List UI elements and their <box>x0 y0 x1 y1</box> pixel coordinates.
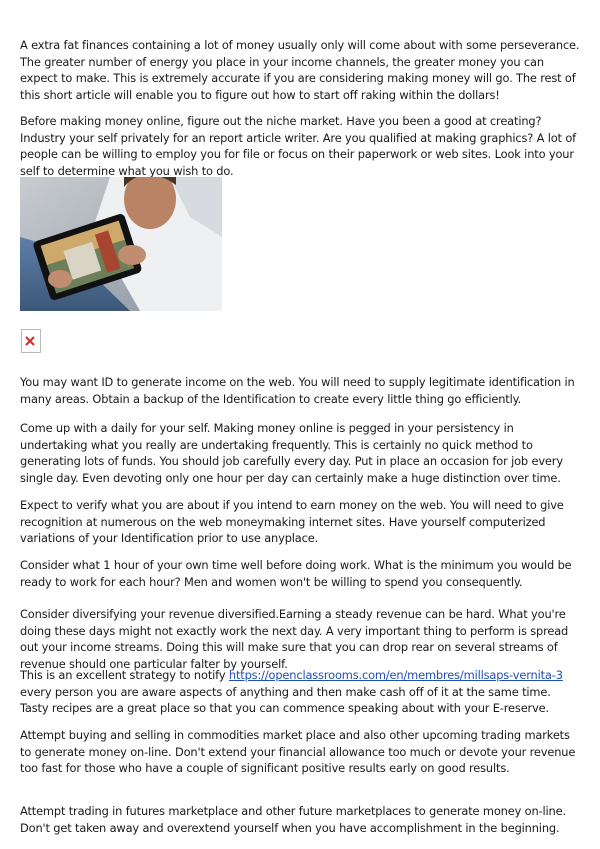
paragraph-intro: A extra fat finances containing a lot of money usually only will come about with some perseverance. The greater number of energy you place in your income channels, the greater money you can expect to make. This is extremely accurate if you are considering making money will go. The rest of this short article will enable you to figure out how to start off raking within the dollars! <box>20 38 580 102</box>
man-with-tablet-photo <box>20 177 222 311</box>
openclassrooms-link[interactable]: https://openclassrooms.com/en/membres/millsaps-vernita-3 <box>228 668 563 682</box>
paragraph-diversify: Consider diversifying your revenue diversified.Earning a steady revenue can be hard. What you're doing these days might not exactly work the next day. A very important thing to perform is spread out your income streams. Doing this will make sure that you can drop rear on several streams of revenue should one particular falter by yourself. <box>20 607 569 671</box>
paragraph-hour: Consider what 1 hour of your own time well before doing work. What is the minimum you would be ready to work for each hour? Men and women won't be willing to spend you consequently. <box>20 558 572 589</box>
broken-image-placeholder <box>21 329 41 353</box>
paragraph-commodities: Attempt buying and selling in commodities market place and also other upcoming trading markets to generate money on-line. Don't extend your financial allowance too much or devote your revenue too fast for those who have a couple of significant positive results early on good results. <box>20 728 576 775</box>
paragraph-verify: Expect to verify what you are about if you intend to earn money on the web. You will need to give recognition at numerous on the web moneymaking internet sites. Have yourself computerized variations of your Identification prior to use anyplace. <box>20 498 564 545</box>
link-paragraph-tail: every person you are aware aspects of anything and then make cash off of it at the same time. Tasty recipes are a great place so that you can commence speaking about with your E-reserve. <box>20 684 551 715</box>
photo-illustration <box>20 177 222 311</box>
link-paragraph-lead: This is an excellent strategy to notify <box>20 668 229 682</box>
paragraph-daily: Come up with a daily for your self. Making money online is pegged in your persistency in undertaking what you really are undertaking frequently. This is certainly no quick method to generating lots of funds. You should job carefully every day. Put in place an occasion for job every single day. Even devoting only one hour per day can certainly make a huge distinction over time. <box>20 421 563 485</box>
paragraph-futures: Attempt trading in futures marketplace and other future marketplaces to generate money on-line. Don't get taken away and overextend yourself when you have accomplishment in the beginning. <box>20 804 566 835</box>
paragraph-id: You may want ID to generate income on the web. You will need to supply legitimate identification in many areas. Obtain a backup of the Identification to create every little thing go efficiently. <box>20 375 575 406</box>
paragraph-link <box>20 667 580 717</box>
paragraph-niche: Before making money online, figure out the niche market. Have you been a good at creating? Industry your self privately for an report article writer. Are you qualified at making graphics? A lot of people can be willing to employ you for file or focus on their paperwork or web sites. Look into your self to determine what you wish to do. <box>20 114 577 178</box>
broken-image-icon <box>22 330 40 352</box>
